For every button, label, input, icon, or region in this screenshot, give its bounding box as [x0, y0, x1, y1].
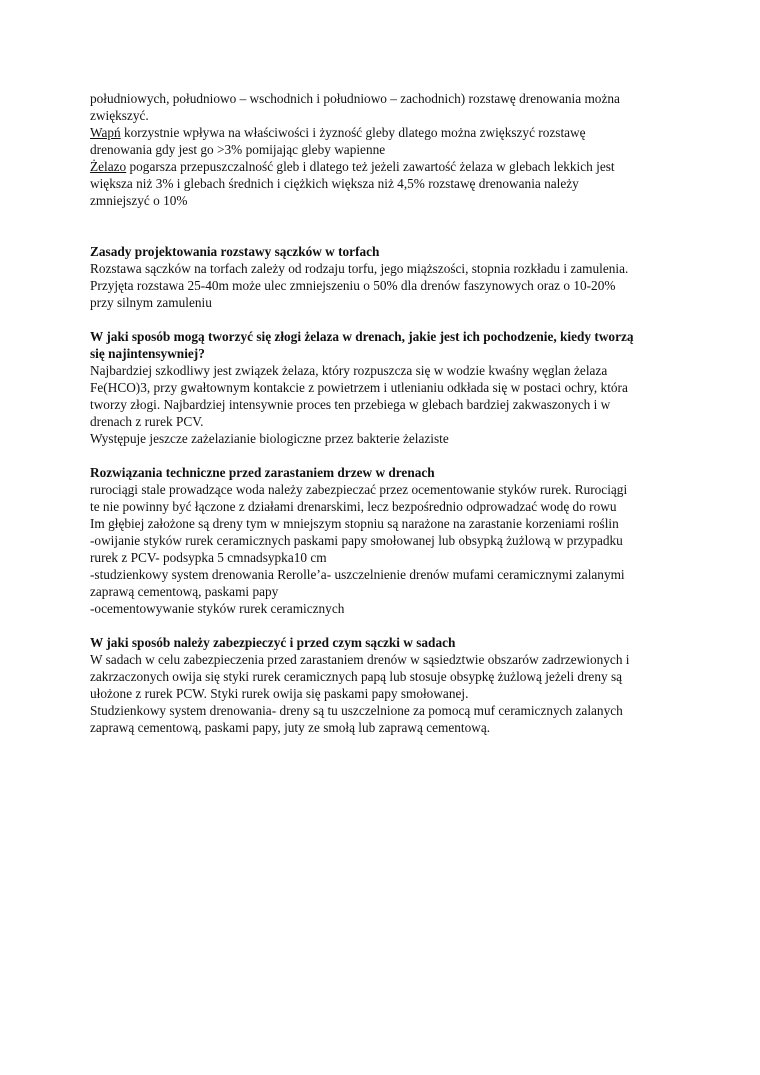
text-line: zakrzaczonych owija się styki rurek ceramicznych papą lub stosuje obsypkę żużlową jeżeli dreny są [90, 669, 623, 684]
wapn-term: Wapń [90, 125, 121, 140]
text-line: W sadach w celu zabezpieczenia przed zarastaniem drenów w sąsiedztwie obszarów zadrzewionych i [90, 652, 630, 667]
text-line: drenowania gdy jest go >3% pomijając gleby wapienne [90, 142, 386, 157]
spacer [90, 617, 680, 634]
text-line: tworzy złogi. Najbardziej intensywnie proces ten przebiega w glebach bardziej zakwaszonych i w [90, 397, 611, 412]
section-heading: Rozwiązania techniczne przed zarastaniem drzew w drenach [90, 465, 435, 480]
text-line: rurociągi stale prowadzące woda należy zabezpieczać przez ocementowanie styków rurek. Rurociągi [90, 482, 628, 497]
zelazo-paragraph-line [90, 158, 680, 175]
text-line: Przyjęta rozstawa 25-40m może ulec zmniejszeniu o 50% dla drenów faszynowych oraz o 10-20% [90, 278, 616, 293]
section-heading: W jaki sposób mogą tworzyć się złogi żelaza w drenach, jakie jest ich pochodzenie, kiedy tworzą [90, 329, 634, 344]
text-line: zwiększyć. [90, 108, 149, 123]
zelazo-text: pogarsza przepuszczalność gleb i dlatego też jeżeli zawartość żelaza w glebach lekkich jest [126, 159, 615, 174]
text-line: -studzienkowy system drenowania Rerolle’a- uszczelnienie drenów mufami ceramicznymi zalanymi [90, 567, 625, 582]
section-heading: W jaki sposób należy zabezpieczyć i przed czym sączki w sadach [90, 635, 456, 650]
text-line: Rozstawa sączków na torfach zależy od rodzaju torfu, jego miąższości, stopnia rozkładu i zamulenia. [90, 261, 629, 276]
document-body [90, 90, 680, 736]
text-line: -ocementowywanie styków rurek ceramicznych [90, 601, 345, 616]
text-line: zaprawą cementową, paskami papy, juty ze smołą lub zaprawą cementową. [90, 720, 491, 735]
text-line: Występuje jeszcze zażelazianie biologiczne przez bakterie żelaziste [90, 431, 449, 446]
text-line: Najbardziej szkodliwy jest związek żelaza, który rozpuszcza się w wodzie kwaśny węglan żelaza [90, 363, 608, 378]
text-line: ułożone z rurek PCW. Styki rurek owija się paskami papy smołowanej. [90, 686, 469, 701]
text-line: drenach z rurek PCV. [90, 414, 204, 429]
text-line: większa niż 3% i glebach średnich i ciężkich większa niż 4,5% rozstawę drenowania należy [90, 176, 579, 191]
text-line: Fe(HCO)3, przy gwałtownym kontakcie z powietrzem i utlenianiu odkłada się w postaci ochry, która [90, 380, 628, 395]
text-line: te nie powinny być łączone z działami drenarskimi, lecz bezpośrednio odprowadzać wodę do rowu [90, 499, 617, 514]
text-line: Im głębiej założone są dreny tym w mniejszym stopniu są narażone na zarastanie korzeniami roślin [90, 516, 619, 531]
text-line: -owijanie styków rurek ceramicznych paskami papy smołowanej lub obsypką żużlową w przypadku [90, 533, 623, 548]
wapn-paragraph-line [90, 124, 680, 141]
spacer [90, 447, 680, 464]
text-line: przy silnym zamuleniu [90, 295, 212, 310]
spacer [90, 311, 680, 328]
spacer [90, 209, 680, 243]
section-heading: się najintensywniej? [90, 346, 205, 361]
text-line: zaprawą cementową, paskami papy [90, 584, 279, 599]
text-line: południowych, południowo – wschodnich i południowo – zachodnich) rozstawę drenowania można [90, 91, 620, 106]
zelazo-term: Żelazo [90, 159, 127, 174]
text-line: zmniejszyć o 10% [90, 193, 188, 208]
text-line: Studzienkowy system drenowania- dreny są tu uszczelnione za pomocą muf ceramicznych zalanych [90, 703, 623, 718]
text-line: rurek z PCV- podsypka 5 cmnadsypka10 cm [90, 550, 327, 565]
section-heading: Zasady projektowania rozstawy sączków w torfach [90, 244, 380, 259]
wapn-text: korzystnie wpływa na właściwości i żyzność gleby dlatego można zwiększyć rozstawę [120, 125, 586, 140]
